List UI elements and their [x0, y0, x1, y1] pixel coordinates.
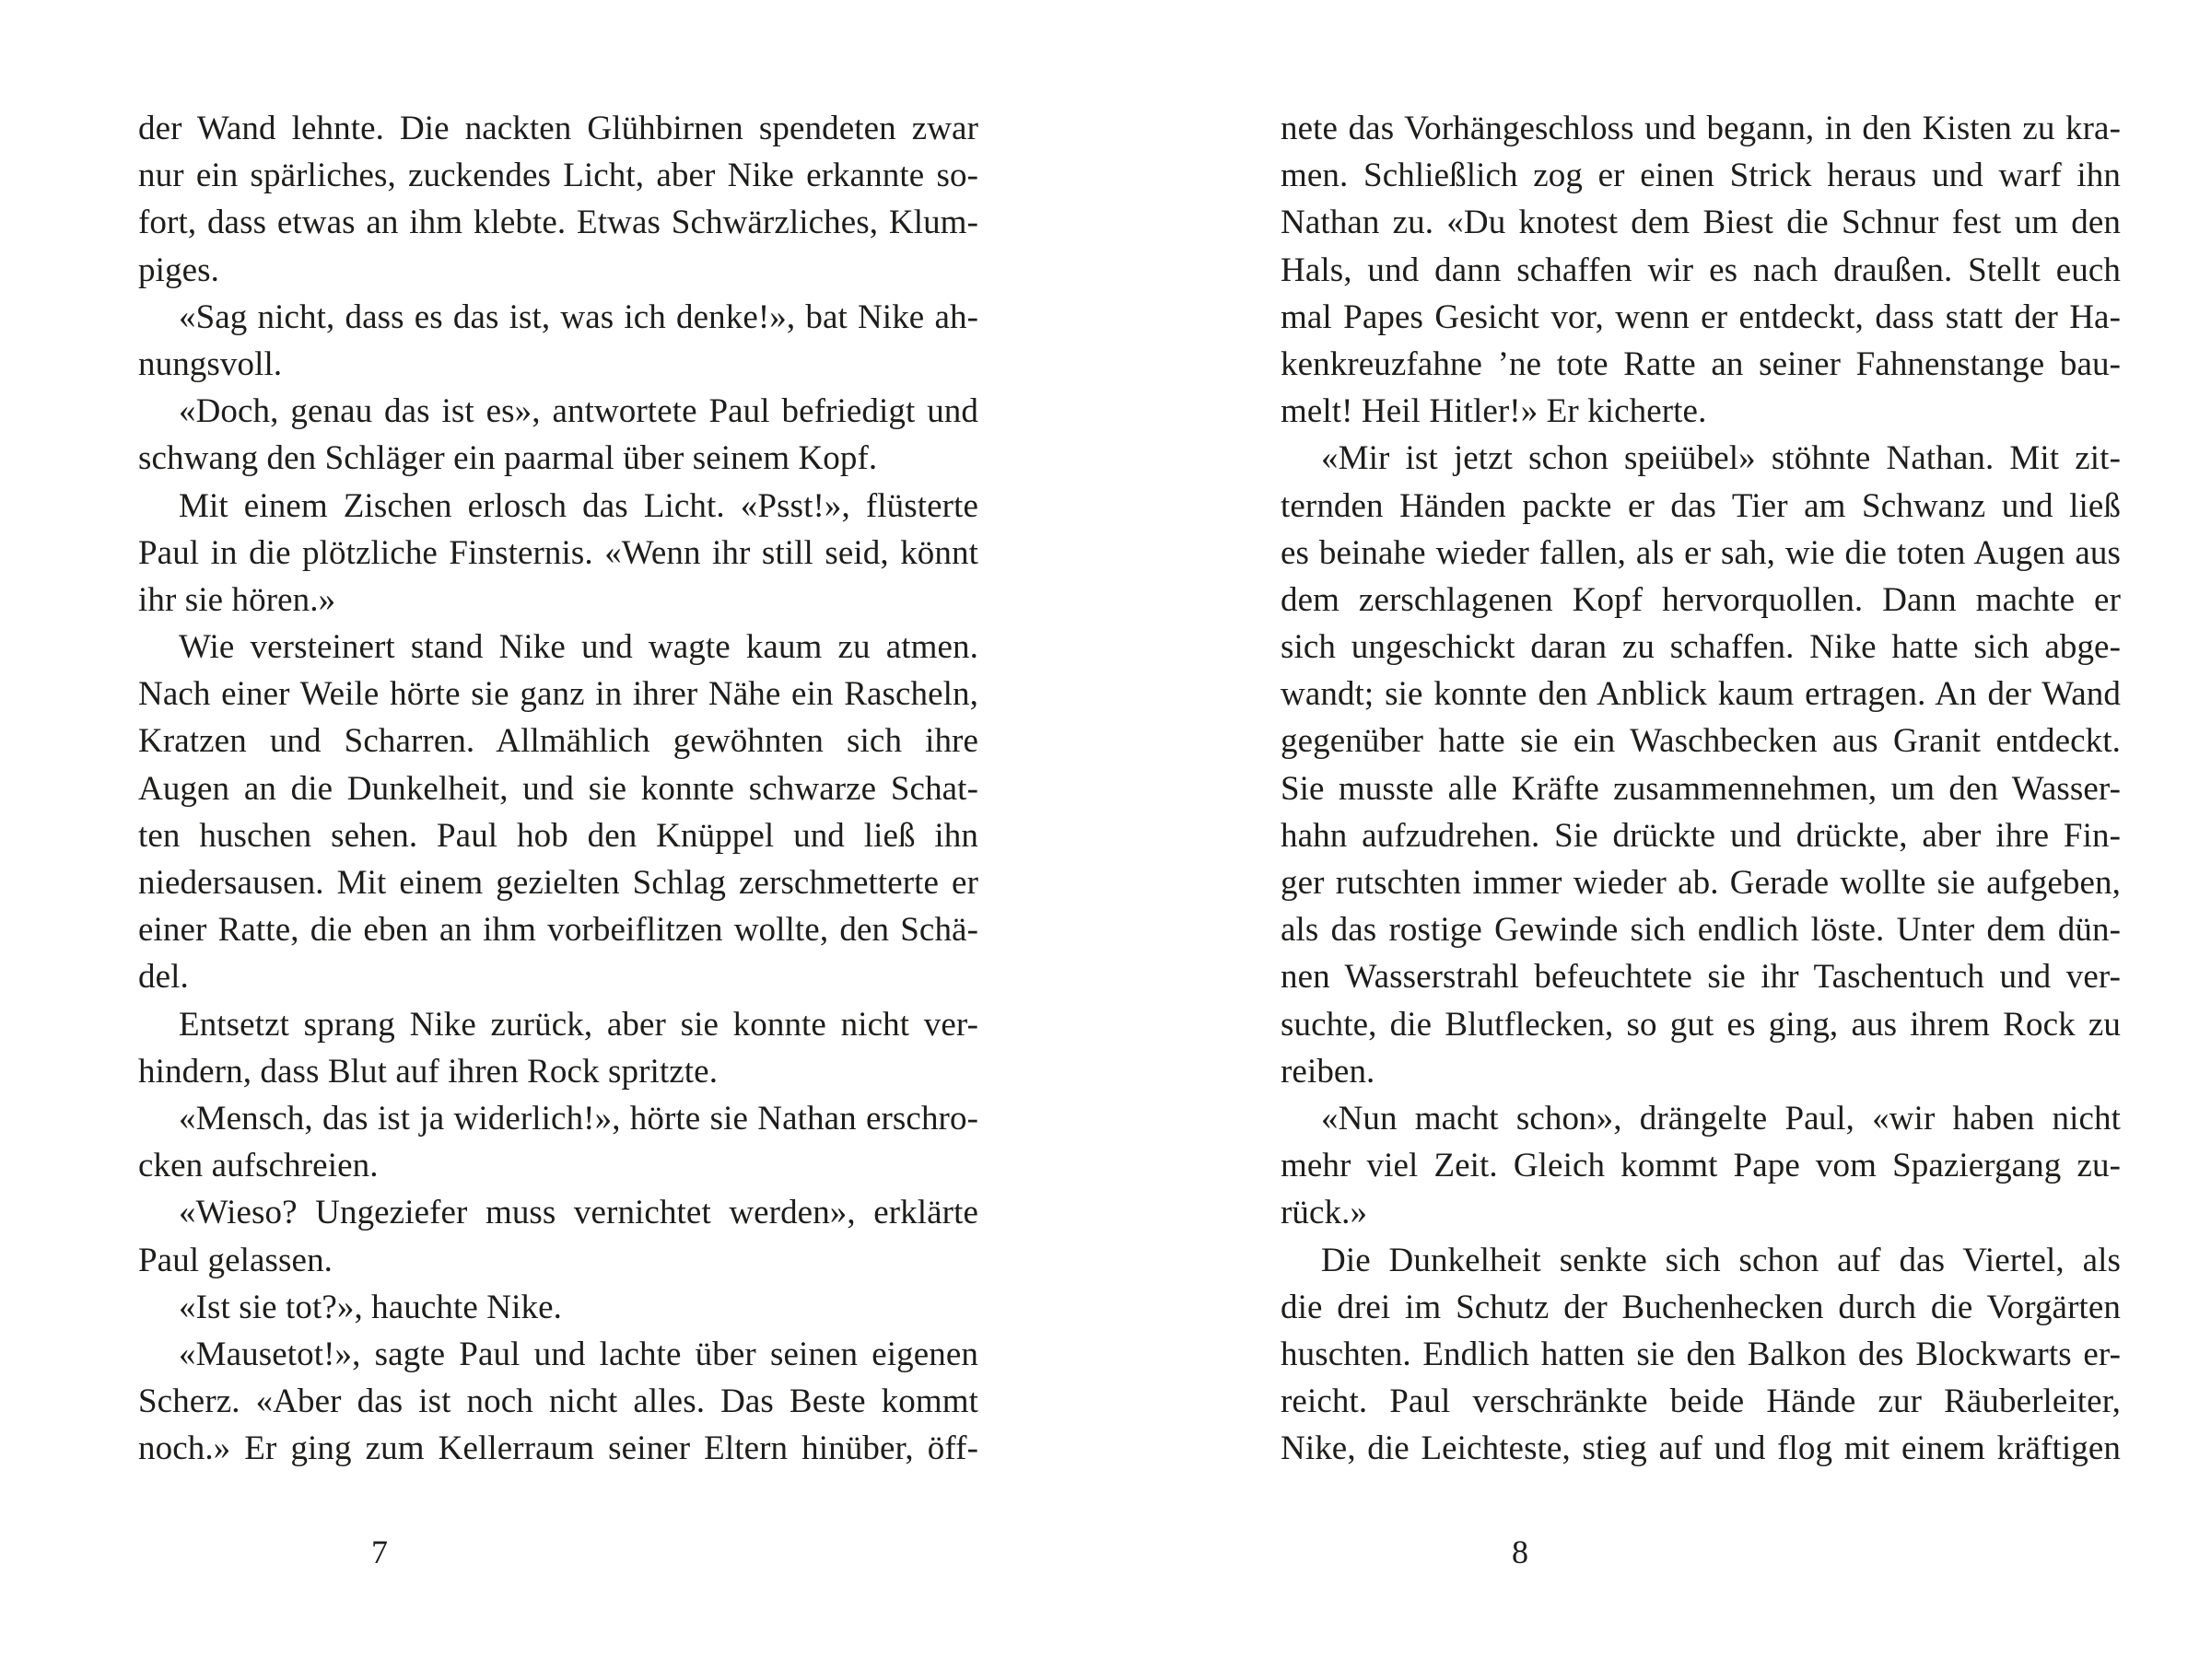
text-line: kenkreuzfahne ’ne tote Ratte an seiner Fahnenstange bau- — [1281, 344, 2121, 383]
text-line: melt! Heil Hitler!» Er kicherte. — [1281, 392, 1707, 431]
text-line: fort, dass etwas an ihm klebte. Etwas Schwärzliches, Klum- — [138, 204, 978, 242]
page-number-right: 8 — [1512, 1534, 1528, 1570]
text-line: Augen an die Dunkelheit, und sie konnte schwarze Schat- — [138, 769, 978, 808]
text-line: «Sag nicht, dass es das ist, was ich denke!», bat Nike ah- — [179, 298, 978, 336]
text-line: ternden Händen packte er das Tier am Schwanz und ließ — [1281, 486, 2121, 525]
text-line: reiben. — [1281, 1052, 1375, 1091]
text-line: Wie versteinert stand Nike und wagte kaum zu atmen. — [179, 628, 978, 667]
text-line: ger rutschten immer wieder ab. Gerade wollte sie aufgeben, — [1281, 864, 2121, 902]
text-line: nete das Vorhängeschloss und begann, in den Kisten zu kra- — [1281, 110, 2121, 147]
text-line: dem zerschlagenen Kopf hervorquollen. Dann machte er — [1281, 580, 2121, 619]
text-line: als das rostige Gewinde sich endlich löste. Unter dem dün- — [1281, 911, 2121, 950]
text-line: rück.» — [1281, 1194, 1368, 1232]
text-line: einer Ratte, die eben an ihm vorbeiflitzen wollte, den Schä- — [138, 911, 978, 950]
page-number-left: 7 — [371, 1534, 388, 1570]
text-line: Kratzen und Scharren. Allmählich gewöhnten sich ihre — [138, 722, 978, 761]
text-line: Sie musste alle Kräfte zusammennehmen, um den Wasser- — [1281, 769, 2121, 808]
text-line: nungsvoll. — [138, 344, 283, 383]
text-line: Entsetzt sprang Nike zurück, aber sie konnte nicht ver- — [179, 1005, 978, 1044]
text-line: «Mensch, das ist ja widerlich!», hörte sie Nathan erschro- — [179, 1099, 978, 1138]
text-line: niedersausen. Mit einem gezielten Schlag zerschmetterte er — [138, 864, 978, 902]
text-line: Nike, die Leichteste, stieg auf und flog mit einem kräftigen — [1281, 1429, 2121, 1468]
text-line: hindern, dass Blut auf ihren Rock spritzte. — [138, 1052, 719, 1091]
text-line: Paul in die plötzliche Finsternis. «Wenn ihr still seid, könnt — [138, 533, 978, 572]
text-line: hahn aufzudrehen. Sie drückte und drückte, aber ihre Fin- — [1281, 816, 2121, 855]
text-line: huschten. Endlich hatten sie den Balkon des Blockwarts er- — [1281, 1335, 2121, 1373]
text-line: reicht. Paul verschränkte beide Hände zur Räuberleiter, — [1281, 1382, 2121, 1421]
text-line: wandt; sie konnte den Anblick kaum ertragen. An der Wand — [1281, 675, 2121, 714]
text-line: «Mir ist jetzt schon speiübel» stöhnte Nathan. Mit zit- — [1321, 439, 2121, 478]
text-line: der Wand lehnte. Die nackten Glühbirnen spendeten zwar — [138, 110, 978, 147]
text-block-left — [138, 105, 978, 1472]
text-line: Die Dunkelheit senkte sich schon auf das Viertel, als — [1321, 1241, 2121, 1279]
text-line: schwang den Schläger ein paarmal über seinem Kopf. — [138, 439, 878, 478]
text-line: Scherz. «Aber das ist noch nicht alles. Das Beste kommt — [138, 1382, 978, 1421]
text-line: Mit einem Zischen erlosch das Licht. «Psst!», flüsterte — [179, 486, 978, 525]
text-line: del. — [138, 958, 189, 997]
text-line: die drei im Schutz der Buchenhecken durch die Vorgärten — [1281, 1288, 2121, 1326]
text-line: es beinahe wieder fallen, als er sah, wie die toten Augen aus — [1281, 533, 2121, 572]
text-line: Nathan zu. «Du knotest dem Biest die Schnur fest um den — [1281, 204, 2121, 242]
text-line: mal Papes Gesicht vor, wenn er entdeckt, dass statt der Ha- — [1281, 298, 2121, 336]
text-line: Hals, und dann schaffen wir es nach draußen. Stellt euch — [1281, 251, 2121, 289]
text-line: ten huschen sehen. Paul hob den Knüppel und ließ ihn — [138, 816, 978, 855]
text-line: mehr viel Zeit. Gleich kommt Pape vom Spaziergang zu- — [1281, 1147, 2121, 1185]
text-line: sich ungeschickt daran zu schaffen. Nike hatte sich abge- — [1281, 628, 2121, 667]
text-line: Nach einer Weile hörte sie ganz in ihrer Nähe ein Rascheln, — [138, 675, 978, 714]
text-line: «Mausetot!», sagte Paul und lachte über seinen eigenen — [179, 1335, 978, 1373]
text-line: gegenüber hatte sie ein Waschbecken aus Granit entdeckt. — [1281, 722, 2121, 761]
text-line: cken aufschreien. — [138, 1147, 379, 1185]
text-line: Paul gelassen. — [138, 1241, 333, 1279]
text-line: «Doch, genau das ist es», antwortete Paul befriedigt und — [179, 392, 978, 431]
text-line: «Ist sie tot?», hauchte Nike. — [179, 1288, 562, 1326]
text-line: «Nun macht schon», drängelte Paul, «wir haben nicht — [1321, 1099, 2121, 1138]
text-line: suchte, die Blutflecken, so gut es ging, aus ihrem Rock zu — [1281, 1005, 2121, 1044]
text-line: «Wieso? Ungeziefer muss vernichtet werden», erklärte — [179, 1194, 978, 1232]
text-line: piges. — [138, 251, 219, 289]
text-line: nen Wasserstrahl befeuchtete sie ihr Taschentuch und ver- — [1281, 958, 2121, 997]
text-line: noch.» Er ging zum Kellerraum seiner Eltern hinüber, öff- — [138, 1429, 978, 1468]
text-line: nur ein spärliches, zuckendes Licht, aber Nike erkannte so- — [138, 157, 978, 195]
text-block-right — [1281, 105, 2121, 1472]
text-line: ihr sie hören.» — [138, 580, 336, 619]
text-line: men. Schließlich zog er einen Strick heraus und warf ihn — [1281, 157, 2121, 195]
